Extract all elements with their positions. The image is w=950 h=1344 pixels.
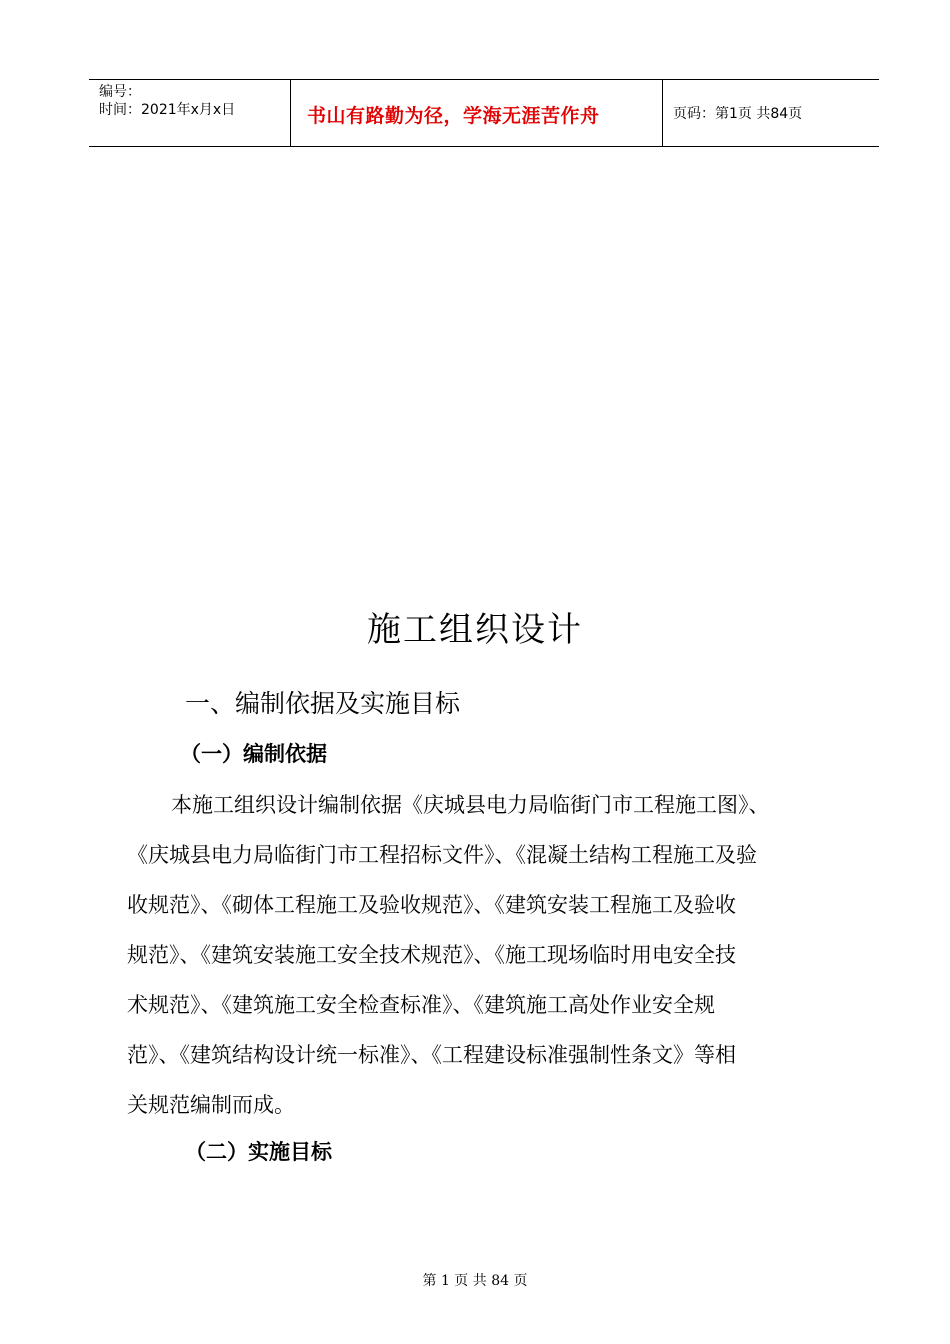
header-motto: 书山有路勤为径，学海无涯苦作舟 — [307, 105, 600, 127]
document-time-label: 时间：2021年x月x日 — [99, 102, 236, 118]
paragraph-line: 术规范》、《建筑施工安全检查标准》、《建筑施工高处作业安全规 — [127, 993, 715, 1017]
paragraph-line: 关规范编制而成。 — [127, 1093, 295, 1117]
paragraph-line: 本施工组织设计编制依据《庆城县电力局临街门市工程施工图》、 — [171, 793, 770, 817]
header-page-code: 页码：第1页 共84页 — [673, 106, 803, 122]
subsection-heading-goals: （二）实施目标 — [185, 1140, 332, 1164]
header-info-cell — [89, 80, 291, 146]
header-page-cell — [663, 80, 879, 146]
basis-paragraph — [127, 780, 827, 1130]
header-motto-cell — [291, 80, 663, 146]
section-heading: 一、编制依据及实施目标 — [185, 689, 461, 718]
page-footer: 第 1 页 共 84 页 — [422, 1273, 528, 1289]
subsection-heading-basis: （一）编制依据 — [180, 742, 327, 766]
paragraph-line: 范》、《建筑结构设计统一标准》、《工程建设标准强制性条文》等相 — [127, 1043, 736, 1067]
paragraph-line: 收规范》、《砌体工程施工及验收规范》、《建筑安装工程施工及验收 — [127, 893, 736, 917]
document-number-label: 编号： — [99, 84, 141, 100]
page-header — [89, 79, 879, 147]
paragraph-line: 规范》、《建筑安装施工安全技术规范》、《施工现场临时用电安全技 — [127, 943, 736, 967]
paragraph-line: 《庆城县电力局临街门市工程招标文件》、《混凝土结构工程施工及验 — [127, 843, 757, 867]
document-title: 施工组织设计 — [367, 610, 583, 650]
